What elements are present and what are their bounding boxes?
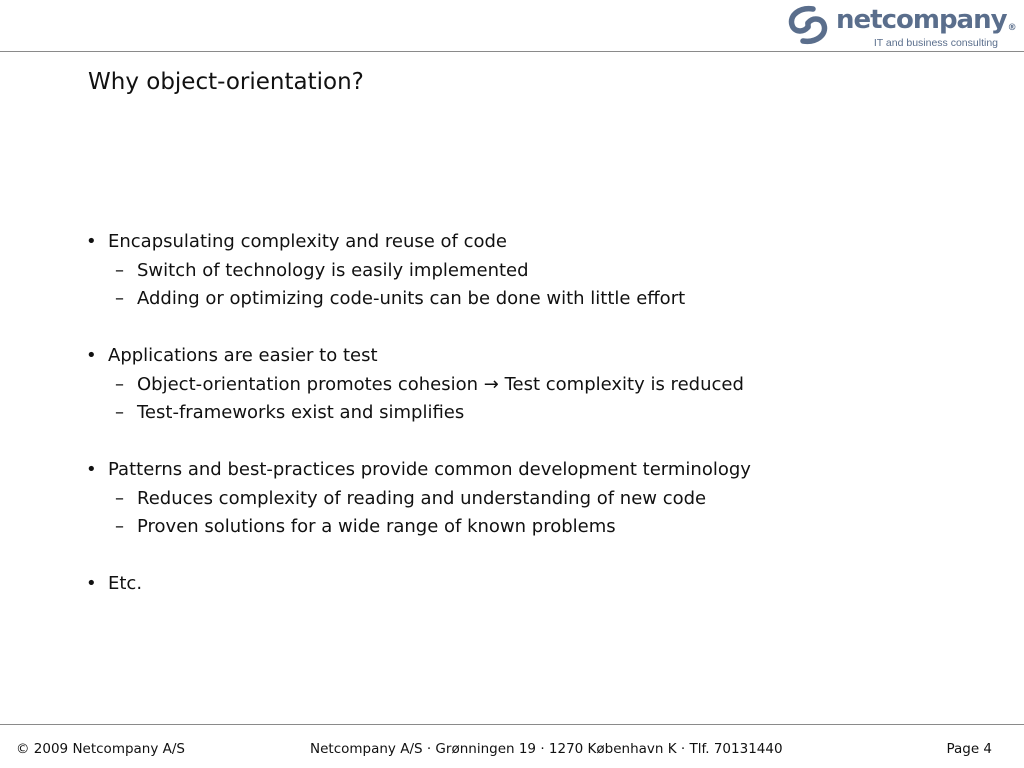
netcompany-logo-icon (786, 5, 830, 45)
sub-bullet-item (86, 257, 986, 286)
bullet-marker: • (86, 459, 97, 480)
sub-bullet-marker: – (115, 402, 124, 423)
bullet-group (86, 456, 986, 542)
bullet-item (86, 456, 986, 485)
bullet-text: Patterns and best-practices provide common development terminology (108, 459, 751, 480)
sub-bullet-text: Reduces complexity of reading and understanding of new code (137, 487, 707, 509)
footer-divider (0, 724, 1024, 725)
bullet-item (86, 228, 986, 257)
slide-title: Why object-orientation? (88, 69, 364, 95)
header-divider (0, 51, 1024, 52)
sub-bullet-text: Object-orientation promotes cohesion → Test complexity is reduced (137, 373, 744, 395)
bullet-marker: • (86, 573, 97, 594)
sub-bullet-marker: – (115, 487, 124, 509)
bullet-text: Etc. (108, 573, 143, 594)
registered-mark: ® (1007, 23, 1016, 33)
bullet-marker: • (86, 231, 97, 252)
bullet-list (86, 228, 986, 627)
bullet-marker: • (86, 345, 97, 366)
sub-bullet-marker: – (115, 516, 124, 537)
bullet-text: Encapsulating complexity and reuse of code (108, 231, 508, 252)
bullet-item (86, 342, 986, 371)
sub-bullet-marker: – (115, 288, 124, 309)
footer-copyright: © 2009 Netcompany A/S (16, 741, 186, 757)
bullet-group (86, 342, 986, 428)
sub-bullet-text: Switch of technology is easily implemented (137, 259, 529, 281)
logo-wordmark-text: netcompany (836, 5, 1007, 35)
sub-bullet-item (86, 513, 986, 542)
sub-bullet-item (86, 371, 986, 400)
footer-address: Netcompany A/S · Grønningen 19 · 1270 København K · Tlf. 70131440 (310, 741, 783, 757)
sub-bullet-text: Proven solutions for a wide range of known problems (137, 516, 616, 537)
sub-bullet-text: Test-frameworks exist and simplifies (137, 402, 465, 423)
logo-wordmark (836, 4, 1016, 36)
sub-bullet-marker: – (115, 259, 124, 281)
bullet-text: Applications are easier to test (108, 345, 378, 366)
bullet-group (86, 228, 986, 314)
sub-bullet-item (86, 399, 986, 428)
sub-bullet-text: Adding or optimizing code-units can be done with little effort (137, 288, 686, 309)
logo-tagline: IT and business consulting (873, 37, 998, 49)
bullet-group (86, 570, 986, 599)
netcompany-logo (786, 2, 1018, 52)
sub-bullet-item (86, 485, 986, 514)
bullet-item (86, 570, 986, 599)
footer-page-number: Page 4 (946, 741, 992, 757)
sub-bullet-item (86, 285, 986, 314)
sub-bullet-marker: – (115, 373, 124, 395)
